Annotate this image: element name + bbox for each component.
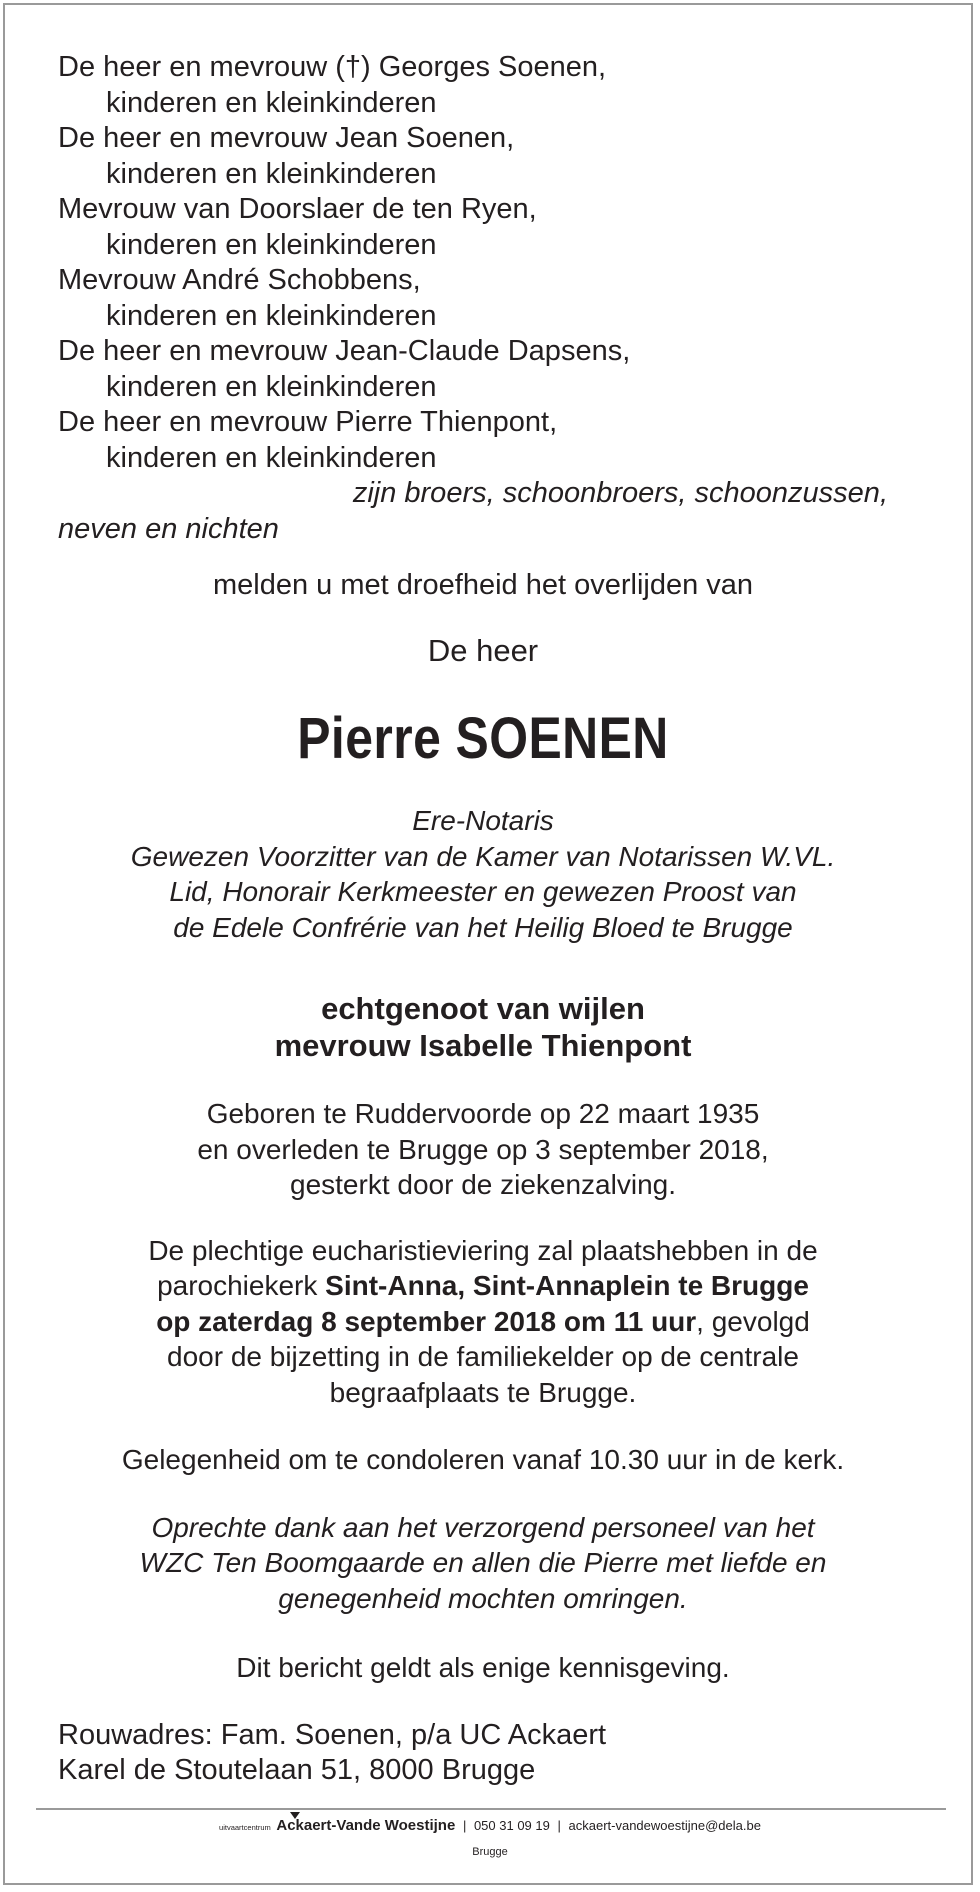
honor-line: Gewezen Voorzitter van de Kamer van Notarissen W.VL. — [130, 840, 836, 872]
family-member: De heer en mevrouw Pierre Thienpont, — [58, 406, 558, 438]
funeral-home-phone: 050 31 09 19 — [473, 1818, 550, 1833]
family-member: Mevrouw van Doorslaer de ten Ryen, — [58, 193, 537, 225]
ceremony-block — [58, 1233, 908, 1411]
funeral-home-city: Brugge — [472, 1846, 508, 1858]
footer-separator: | — [462, 1818, 467, 1833]
family-list — [58, 50, 908, 476]
ceremony-church-prefix: parochiekerk — [157, 1270, 326, 1301]
ceremony-line — [58, 1304, 908, 1340]
ceremony-date: op zaterdag 8 september 2018 om 11 uur — [156, 1305, 697, 1337]
ceremony-line: door de bijzetting in de familiekelder op de centrale — [167, 1341, 799, 1372]
mourning-address — [58, 1718, 908, 1789]
family-member-sub: kinderen en kleinkinderen — [106, 228, 437, 261]
announcement: melden u met droefheid het overlijden van — [212, 569, 754, 601]
family-member-sub: kinderen en kleinkinderen — [106, 86, 437, 119]
ceremony-date-suffix: , gevolgd — [696, 1305, 810, 1337]
birth-line: Geboren te Ruddervoorde op 22 maart 1935 — [206, 1098, 760, 1129]
deceased-name: Pierre SOENEN — [297, 706, 669, 771]
ceremony-church: Sint-Anna, Sint-Annaplein te Brugge — [325, 1270, 809, 1301]
siblings-line — [58, 476, 908, 547]
family-member: De heer en mevrouw (†) Georges Soenen, — [58, 51, 607, 83]
spouse-line-2: mevrouw Isabelle Thienpont — [274, 1027, 692, 1063]
funeral-home-email: ackaert-vandewoestijne@dela.be — [568, 1818, 761, 1833]
family-member: Mevrouw André Schobbens, — [58, 264, 421, 296]
thanks-block — [58, 1510, 908, 1617]
spouse-line-1: echtgenoot van wijlen — [321, 991, 645, 1026]
siblings-line-2: neven en nichten — [58, 512, 279, 545]
family-member: De heer en mevrouw Jean-Claude Dapsens, — [58, 335, 631, 367]
thanks-line: genegenheid mochten omringen. — [278, 1582, 688, 1614]
family-member-sub: kinderen en kleinkinderen — [106, 370, 437, 403]
honor-line: Lid, Honorair Kerkmeester en gewezen Proost van — [169, 876, 797, 907]
funeral-home-footer — [0, 1817, 980, 1861]
honors-block — [58, 803, 908, 945]
death-line: en overleden te Brugge op 3 september 2018, — [197, 1133, 769, 1165]
spouse-block — [58, 991, 908, 1064]
thanks-line: WZC Ten Boomgaarde en allen die Pierre met liefde en — [139, 1547, 827, 1578]
footer-divider — [36, 1808, 946, 1810]
honor-line: Ere-Notaris — [412, 805, 554, 836]
address-line: Karel de Stoutelaan 51, 8000 Brugge — [58, 1754, 536, 1786]
funeral-home-name: Ackaert-Vande Woestijne — [276, 1817, 456, 1834]
sacrament-line: gesterkt door de ziekenzalving. — [290, 1169, 676, 1200]
condolence-info: Gelegenheid om te condoleren vanaf 10.30 uur in de kerk. — [121, 1444, 845, 1475]
ceremony-line — [58, 1268, 908, 1304]
deceased-title: De heer — [427, 633, 539, 668]
obituary-content — [58, 50, 908, 1789]
family-member: De heer en mevrouw Jean Soenen, — [58, 122, 515, 154]
birth-death-block — [58, 1096, 908, 1203]
family-member-sub: kinderen en kleinkinderen — [106, 157, 437, 190]
family-member-sub: kinderen en kleinkinderen — [106, 441, 437, 474]
ceremony-line: begraafplaats te Brugge. — [329, 1376, 637, 1408]
funeral-home-prefix: uitvaartcentrum — [219, 1823, 271, 1832]
honor-line: de Edele Confrérie van het Heilig Bloed te Brugge — [173, 911, 793, 943]
family-member-sub: kinderen en kleinkinderen — [106, 299, 437, 332]
siblings-line-1: zijn broers, schoonbroers, schoonzussen, — [352, 477, 888, 509]
footer-separator: | — [557, 1818, 561, 1833]
address-line: Rouwadres: Fam. Soenen, p/a UC Ackaert — [58, 1718, 607, 1751]
thanks-line: Oprechte dank aan het verzorgend personeel van het — [151, 1511, 815, 1543]
funeral-home-line — [0, 1817, 980, 1837]
ceremony-line: De plechtige eucharistieviering zal plaatshebben in de — [148, 1234, 818, 1266]
notice-line: Dit bericht geldt als enige kennisgeving. — [236, 1652, 730, 1683]
